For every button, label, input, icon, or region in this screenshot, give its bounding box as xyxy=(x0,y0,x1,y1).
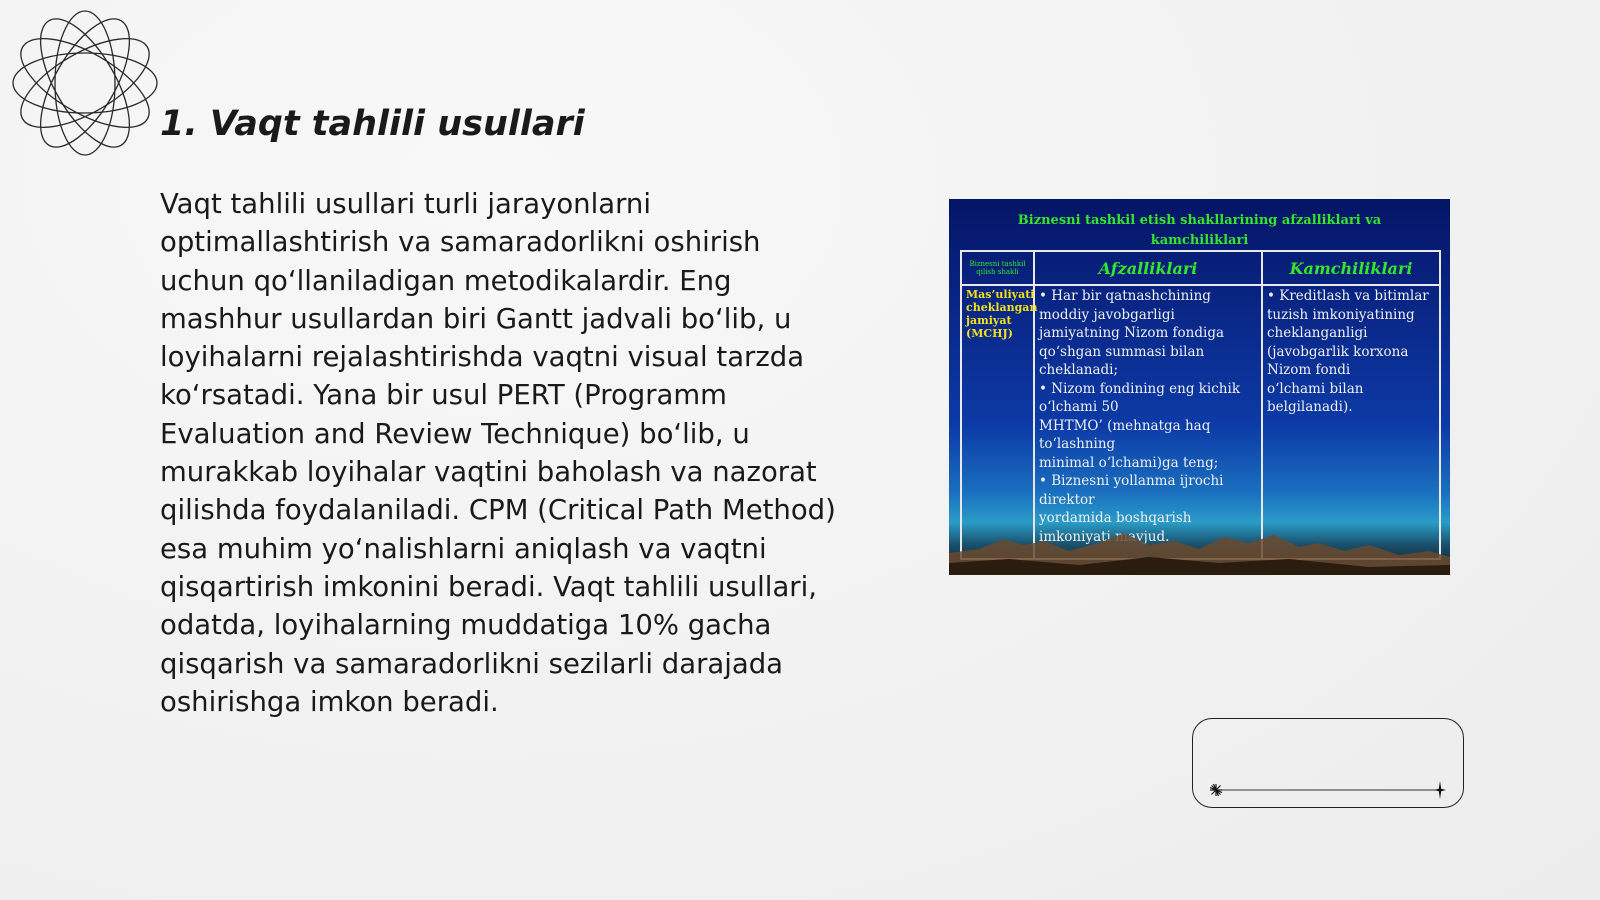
table-header-form: Biznesni tashkil qilish shakli xyxy=(961,251,1034,285)
sparkle-icon xyxy=(1210,784,1222,796)
slide-title: 1. Vaqt tahlili usullari xyxy=(160,104,585,144)
spirograph-logo-icon xyxy=(10,8,160,158)
mountain-silhouette xyxy=(949,515,1450,575)
sparkle-line-decoration xyxy=(1210,780,1450,800)
image-title: Biznesni tashkil etish shakllarining afzalliklari va kamchiliklari xyxy=(1017,213,1382,248)
business-forms-table-image xyxy=(949,199,1450,575)
table-header-disadvantages: Kamchiliklari xyxy=(1262,251,1440,285)
business-forms-table xyxy=(960,250,1441,560)
table-row-head-mchj: Mas’uliyati cheklangan jamiyat (MCHJ) xyxy=(961,285,1034,559)
slide-body-text: Vaqt tahlili usullari turli jarayonlarni optimallashtirish va samaradorlikni oshirish uchun qo‘llaniladigan metodikalardir. Eng mashhur usullardan biri Gantt jadvali bo‘lib, u loyihalarni rejalashtirishda vaqtni visual tarzda ko‘rsatadi. Yana bir usul PERT (Programm Evaluation and Review Technique) bo‘lib, u murakkab loyihalar vaqtini baholash va nazorat qilishda foydalaniladi. CPM (Critical Path Method) esa muhim yo‘nalishlarni aniqlash va vaqtni qisqartirish imkonini beradi. Vaqt tahlili usullari, odatda, loyihalarning muddatiga 10% gacha qisqarish va samaradorlikni sezilarli darajada oshirishga imkon beradi. xyxy=(160,188,836,718)
advantages-text: • Har bir qatnashchining moddiy javobgarligi jamiyatning Nizom fondiga qo‘shgan summasi bilan cheklanadi; • Nizom fondining eng kichik o‘lchami 50 MHTMO’ (mehnatga haq to‘lashning minimal o‘lchami)ga teng; • Biznesni yollanma ijrochi direktor yordamida boshqarish imkoniyati mavjud. xyxy=(1039,288,1241,545)
star-icon xyxy=(1434,781,1446,799)
disadvantages-text: • Kreditlash va bitimlar tuzish imkoniyatining cheklanganligi (javobgarlik korxona Nizom fondi o‘lchami bilan belgilanadi). xyxy=(1267,288,1429,415)
table-header-advantages: Afzalliklari xyxy=(1034,251,1262,285)
